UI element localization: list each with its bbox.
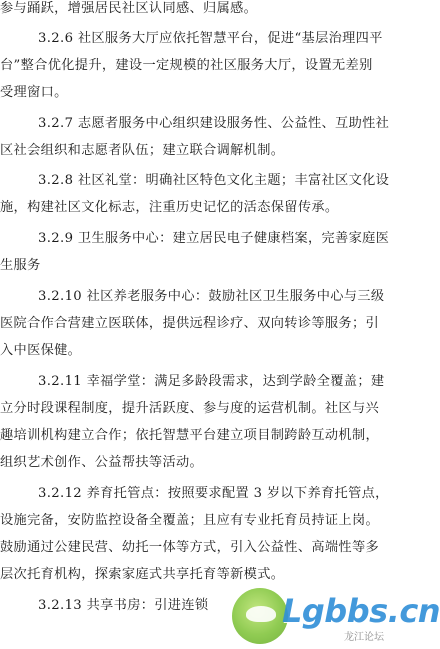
text-line: 3.2.12 养育托管点：按照要求配置 3 岁以下养育托管点， [38, 486, 389, 501]
text-line: 鼓励通过公建民营、幼托一体等方式，引入公益性、高端性等多 [0, 540, 380, 555]
text-line: 生服务 [0, 258, 41, 273]
paragraph-3-2-6 [0, 25, 417, 106]
text-line: 3.2.8 社区礼堂：明确社区特色文化主题；丰富社区文化设 [38, 173, 390, 188]
text-line: 3.2.13 共享书房：引进连锁 [38, 598, 209, 613]
paragraph-3-2-7 [0, 110, 417, 164]
text-line: 3.2.10 社区养老服务中心：鼓励社区卫生服务中心与三级 [38, 289, 385, 304]
text-line: 施，构建社区文化标志，注重历史记忆的活态保留传承。 [0, 200, 339, 215]
text-line: 设施完备，安防监控设备全覆盖；且应有专业托育员持证上岗。 [0, 513, 380, 528]
watermark-brand: Lgbbs.cn [282, 592, 440, 630]
text-line: 趣培训机构建立合作；依托智慧平台建立项目制跨龄互动机制， [0, 428, 380, 443]
text-line: 3.2.7 志愿者服务中心组织建设服务性、公益性、互助性社 [38, 116, 390, 131]
text-line: 医院合作合营建立医联体，提供远程诊疗、双向转诊等服务；引 [0, 316, 380, 331]
paragraph-0 [0, 0, 417, 22]
watermark-sub: 龙江论坛 [344, 632, 384, 643]
text-line: 层次托育机构，探索家庭式共享托育等新模式。 [0, 567, 285, 582]
site-watermark [232, 588, 440, 646]
text-line: 立分时段课程制度，提升活跃度、参与度的运营机制。社区与兴 [0, 401, 380, 416]
text-line: 3.2.9 卫生服务中心：建立居民电子健康档案，完善家庭医 [38, 231, 390, 246]
paragraph-3-2-8 [0, 167, 417, 221]
text-line: 3.2.11 幸福学堂：满足多龄段需求，达到学龄全覆盖；建 [38, 374, 385, 389]
text-line: 入中医保健。 [0, 343, 82, 358]
leaf-logo-icon [232, 588, 288, 644]
paragraph-3-2-12 [0, 480, 417, 588]
text-line: 组织艺术创作、公益帮扶等活动。 [0, 455, 204, 470]
text-line: 3.2.6 社区服务大厅应依托智慧平台，促进“基层治理四平 [38, 31, 383, 46]
paragraph-3-2-11 [0, 368, 417, 476]
text-line: 参与踊跃，增强居民社区认同感、归属感。 [0, 1, 258, 16]
text-line: 区社会组织和志愿者队伍；建立联合调解机制。 [0, 143, 285, 158]
paragraph-3-2-10 [0, 283, 417, 364]
text-line: 受理窗口。 [0, 85, 68, 100]
text-line: 台”整合优化提升，建设一定规模的社区服务大厅，设置无差别 [0, 58, 373, 73]
paragraph-3-2-9 [0, 225, 417, 279]
